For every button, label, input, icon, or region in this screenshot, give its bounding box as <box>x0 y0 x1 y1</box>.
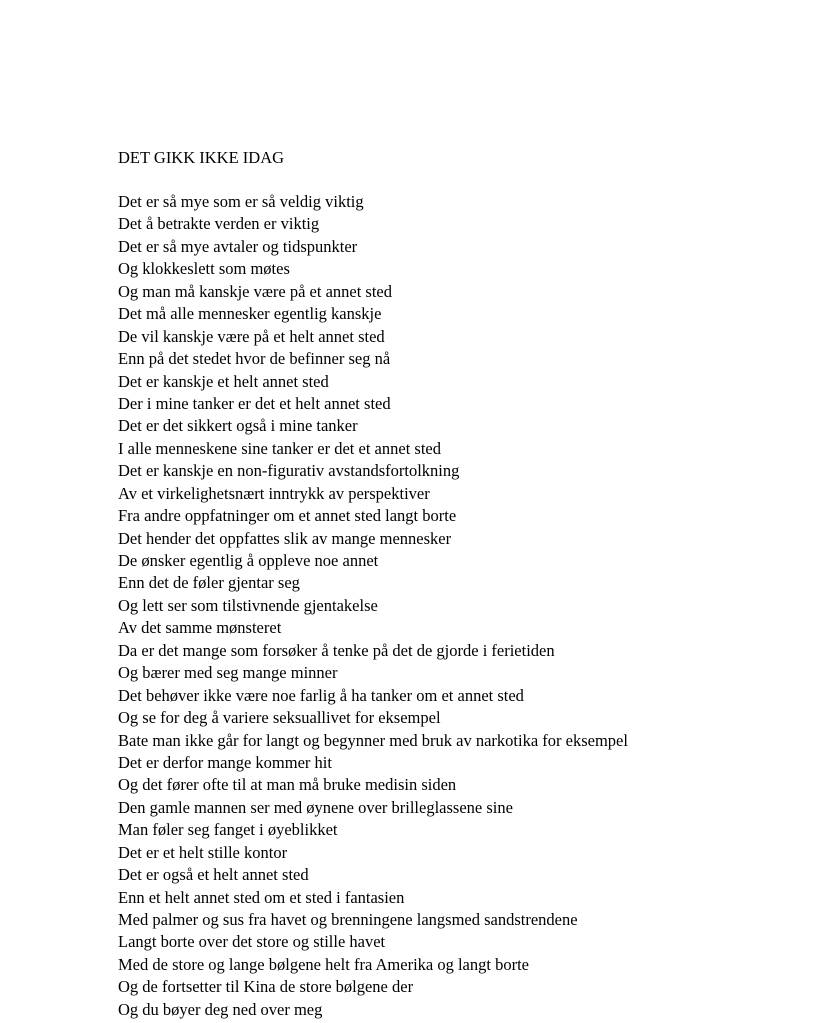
poem-line: De ønsker egentlig å oppleve noe annet <box>118 551 379 570</box>
poem-title: DET GIKK IKKE IDAG <box>118 148 285 167</box>
poem-line: Enn på det stedet hvor de befinner seg nå <box>118 349 391 369</box>
poem-line: Og det fører ofte til at man må bruke medisin siden <box>118 775 457 795</box>
poem-line: Og lett ser som tilstivnende gjentakelse <box>118 595 378 615</box>
poem-line: Enn det de føler gjentar seg <box>118 573 300 593</box>
poem-line: Det å betrakte verden er viktig <box>118 214 320 234</box>
poem-line: Det er så mye avtaler og tidspunkter <box>118 236 358 256</box>
poem-line: Og du bøyer deg ned over meg <box>118 999 323 1019</box>
poem-line: Den gamle mannen ser med øynene over brilleglassene sine <box>118 797 513 817</box>
poem-line: Og klokkeslett som møtes <box>118 259 290 279</box>
poem-line: Det er derfor mange kommer hit <box>118 752 332 772</box>
poem-line: Bate man ikke går for langt og begynner med bruk av narkotika for eksempel <box>118 730 628 750</box>
poem-line: Av et virkelighetsnært inntrykk av perspektiver <box>118 483 430 503</box>
poem-line: Det er kanskje et helt annet sted <box>118 371 329 391</box>
poem-line: Med de store og lange bølgene helt fra Amerika og langt borte <box>118 954 529 974</box>
poem-body <box>118 191 628 1021</box>
poem-line: Fra andre oppfatninger om et annet sted langt borte <box>118 506 457 526</box>
poem-line: I alle menneskene sine tanker er det et annet sted <box>118 438 441 458</box>
poem-line: De vil kanskje være på et helt annet sted <box>118 326 385 346</box>
poem-line: Det behøver ikke være noe farlig å ha tanker om et annet sted <box>118 685 524 705</box>
poem-line: Det hender det oppfattes slik av mange mennesker <box>118 528 452 548</box>
poem-line: Og de fortsetter til Kina de store bølgene der <box>118 977 414 997</box>
poem-line: Det er et helt stille kontor <box>118 842 288 862</box>
poem-line: Og bærer med seg mange minner <box>118 663 338 683</box>
poem-line: Enn et helt annet sted om et sted i fantasien <box>118 887 405 907</box>
poem-line: Man føler seg fanget i øyeblikket <box>118 820 338 840</box>
poem-line: Med palmer og sus fra havet og brenningene langsmed sandstrendene <box>118 910 578 929</box>
poem-line: Og se for deg å variere seksuallivet for eksempel <box>118 708 441 728</box>
poem-line: Det er kanskje en non-figurativ avstandsfortolkning <box>118 461 460 481</box>
poem-line: Av det samme mønsteret <box>118 618 282 638</box>
poem-line: Og man må kanskje være på et annet sted <box>118 281 392 301</box>
poem-line: Da er det mange som forsøker å tenke på det de gjorde i ferietiden <box>118 640 555 660</box>
poem-line: Det er så mye som er så veldig viktig <box>118 192 364 211</box>
poem-line: Det er det sikkert også i mine tanker <box>118 416 358 436</box>
poem-line: Langt borte over det store og stille havet <box>118 932 386 952</box>
poem-line: Det er også et helt annet sted <box>118 865 309 885</box>
poem-line: Det må alle mennesker egentlig kanskje <box>118 304 382 324</box>
poem-line: Der i mine tanker er det et helt annet sted <box>118 393 391 413</box>
